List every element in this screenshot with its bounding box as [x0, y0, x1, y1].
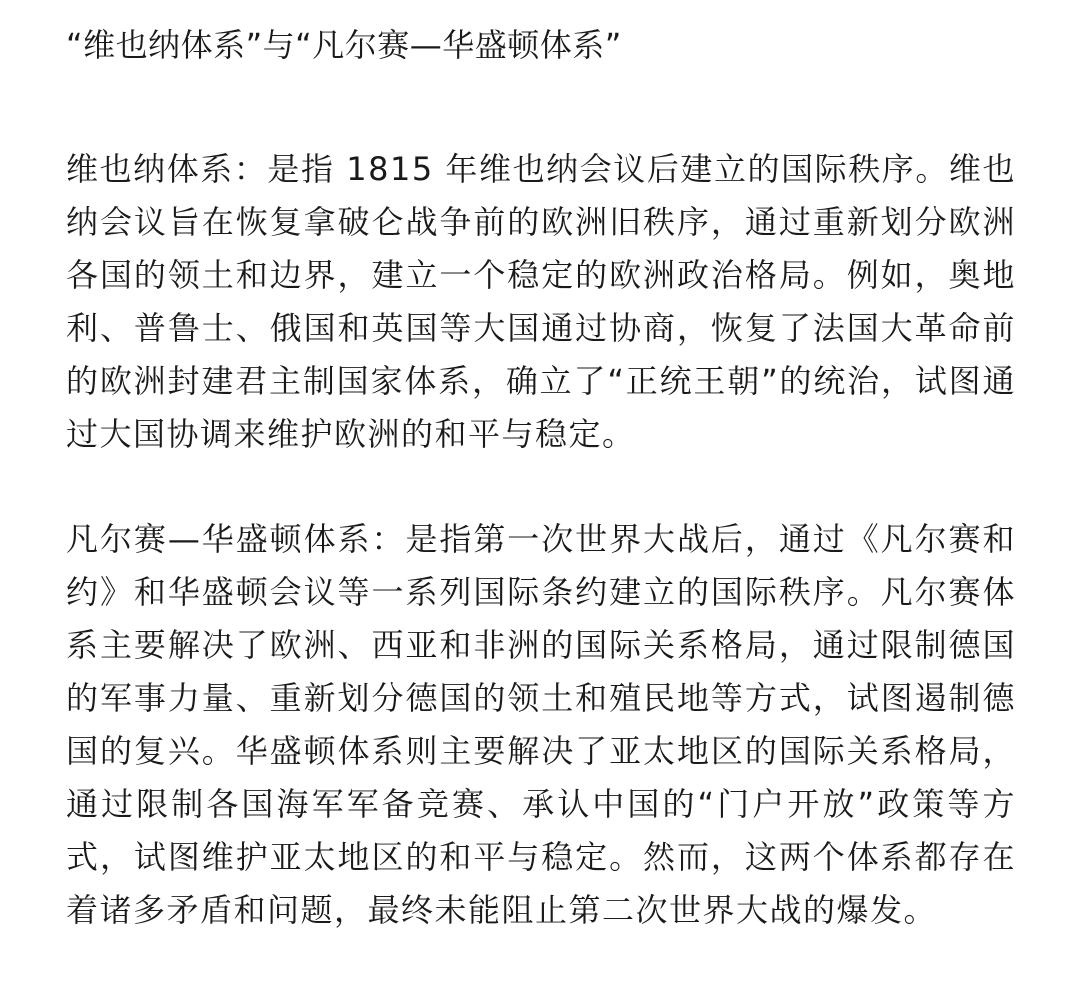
paragraph-vienna-system: 维也纳体系：是指 1815 年维也纳会议后建立的国际秩序。维也纳会议旨在恢复拿破仑战争前的欧洲旧秩序，通过重新划分欧洲各国的领土和边界，建立一个稳定的欧洲政治格局。例如，奥地利、普鲁士、俄国和英国等大国通过协商，恢复了法国大革命前的欧洲封建君主制国家体系，确立了“正统王朝”的统治，试图通过大国协调来维护欧洲的和平与稳定。 — [66, 150, 1016, 453]
document-title: “维也纳体系”与“凡尔赛—华盛顿体系” — [66, 26, 622, 64]
paragraph-versailles-washington-system: 凡尔赛—华盛顿体系：是指第一次世界大战后，通过《凡尔赛和约》和华盛顿会议等一系列国际条约建立的国际秩序。凡尔赛体系主要解决了欧洲、西亚和非洲的国际关系格局，通过限制德国的军事力量、重新划分德国的领土和殖民地等方式，试图遏制德国的复兴。华盛顿体系则主要解决了亚太地区的国际关系格局，通过限制各国海军军备竞赛、承认中国的“门户开放”政策等方式，试图维护亚太地区的和平与稳定。然而，这两个体系都存在着诸多矛盾和问题，最终未能阻止第二次世界大战的爆发。 — [66, 520, 1016, 929]
document-body — [66, 0, 1016, 937]
